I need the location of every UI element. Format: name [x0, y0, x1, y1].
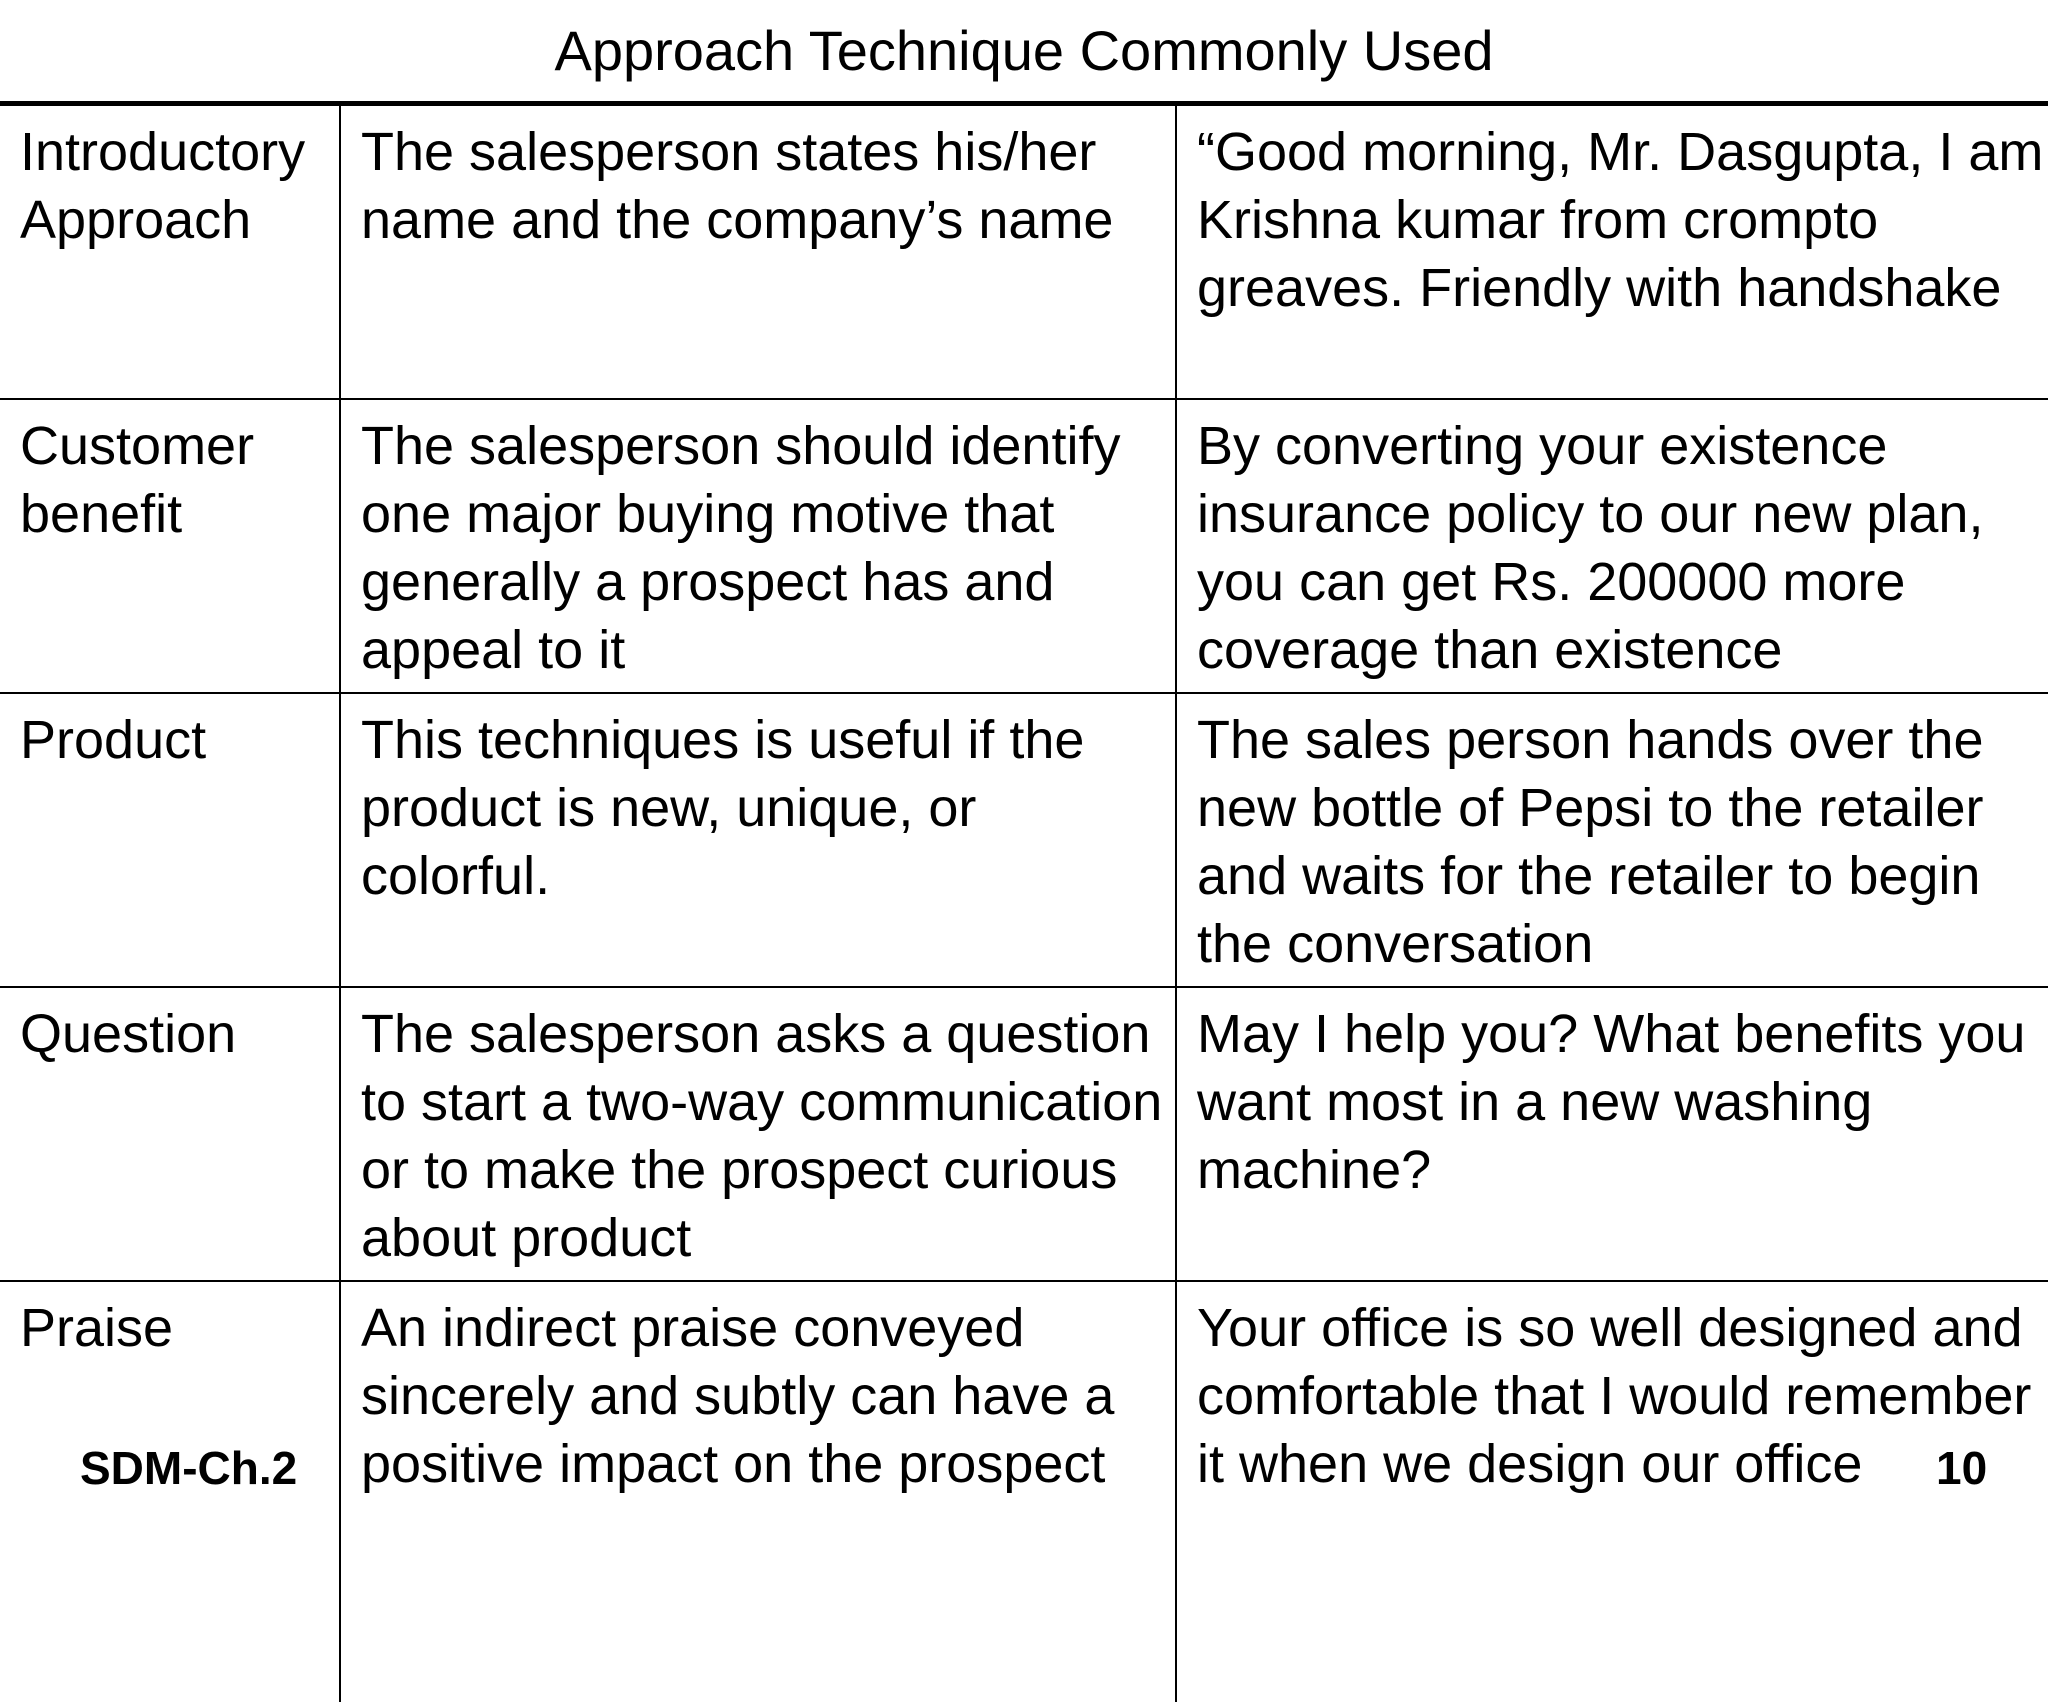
description-cell: The salesperson should identify one major buying motive that generally a prospect has and appeal to it [341, 400, 1177, 692]
approach-techniques-table [0, 101, 2048, 1702]
table-row [0, 1282, 2048, 1702]
example-cell: “Good morning, Mr. Dasgupta, I am Krishna kumar from crompto greaves. Friendly with handshake [1197, 122, 2044, 318]
technique-cell: Product [0, 694, 341, 986]
footer-chapter-label: SDM-Ch.2 [80, 1442, 298, 1494]
example-cell: Your office is so well designed and comfortable that I would remember it when we design our office [1197, 1298, 2032, 1494]
description-cell: The salesperson asks a question to start a two-way communication or to make the prospect curious about product [341, 988, 1177, 1280]
description-cell: This techniques is useful if the product is new, unique, or colorful. [341, 694, 1177, 986]
example-cell: May I help you? What benefits you want most in a new washing machine? [1197, 1004, 2026, 1200]
example-cell: By converting your existence insurance policy to our new plan, you can get Rs. 200000 more coverage than existence [1197, 416, 1984, 680]
description-cell: An indirect praise conveyed sincerely and subtly can have a positive impact on the prospect [341, 1282, 1177, 1702]
page-number: 10 [1936, 1442, 1988, 1494]
example-cell: The sales person hands over the new bottle of Pepsi to the retailer and waits for the retailer to begin the conversation [1197, 710, 1984, 974]
table-row [0, 106, 2048, 400]
slide-title: Approach Technique Commonly Used [554, 19, 1494, 82]
table-row [0, 988, 2048, 1282]
technique-cell: Introductory Approach [0, 106, 341, 398]
technique-cell: Customer benefit [0, 400, 341, 692]
description-cell: The salesperson states his/her name and the company’s name [341, 106, 1177, 398]
technique-cell: Question [0, 988, 341, 1280]
technique-cell: Praise [0, 1282, 341, 1702]
table-row [0, 400, 2048, 694]
table-row [0, 694, 2048, 988]
